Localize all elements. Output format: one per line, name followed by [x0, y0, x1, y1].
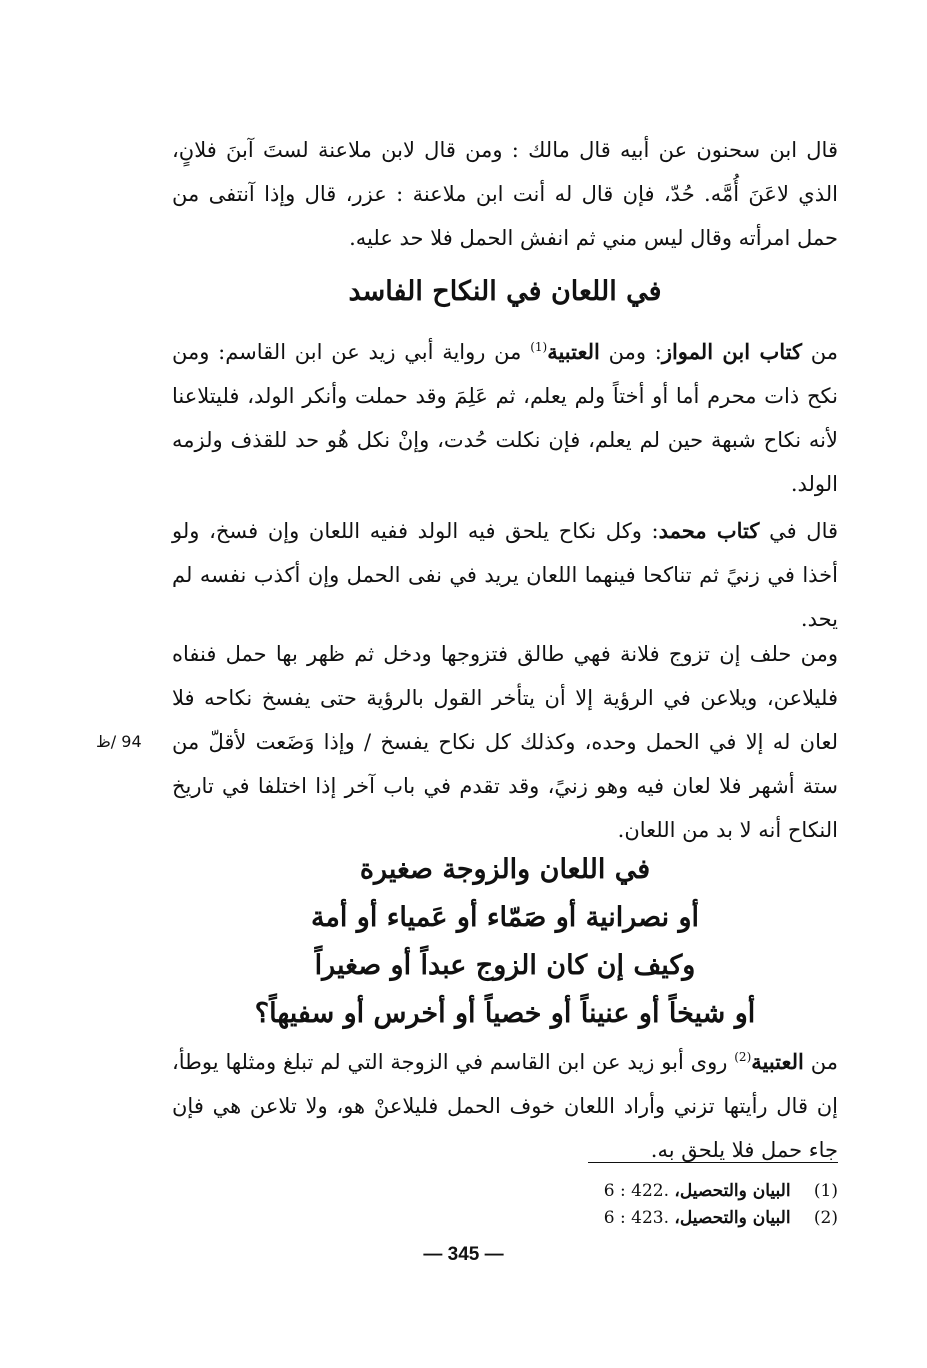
paragraph-utbiyya-young-wife — [172, 1040, 838, 1172]
book-title-muhammad: كتاب محمد — [658, 518, 760, 543]
source-title-utbiyya: العتبية — [751, 1049, 804, 1074]
footnote-2 — [480, 1205, 838, 1232]
heading-line-4: أو شيخاً أو عنيناً أو خصياً أو أخرس أو سفيهاً؟ — [254, 998, 756, 1029]
paragraph-slander — [172, 128, 838, 260]
heading-young-wife — [172, 846, 838, 1038]
footnote-ref-1: (1) — [530, 340, 548, 354]
footnote-source-title: البيان والتحصيل، — [674, 1181, 791, 1201]
folio-margin-note: 94 /ظ — [96, 732, 142, 751]
body-text: : وكل نكاح يلحق فيه الولد ففيه اللعان وإن فسخ، ولو أخذا في زنيً ثم تناكحا فينهما اللعان يريد في نفى الحمل وإن أكذب نفسه لم يحد. — [172, 519, 838, 631]
footnote-number: (2) — [813, 1208, 838, 1228]
paragraph-kitab-muhammad-text — [172, 509, 838, 641]
heading-line-2: أو نصرانية أو صَمّاء أو عَمياء أو أمة — [310, 902, 700, 933]
lead-text: قال في — [759, 519, 839, 543]
body-text: من رواية أبي زيد عن ابن القاسم: ومن نكح ذات محرم أما أو أختاً ولم يعلم، ثم عَلِمَ وقد حملت وأنكر الولد، فليتلاعنا لأنه نكاح شبهة حين لم يعلم، فإن نكلت حُدت، وإنْ نكل هُو حد للقذف ولزمه الولد. — [172, 340, 838, 496]
source-title-utbiyya: العتبية — [547, 339, 600, 364]
footnotes — [480, 1178, 838, 1232]
footnote-divider — [588, 1162, 838, 1163]
paragraph-oath-marriage-text: ومن حلف إن تزوج فلانة فهي طالق فتزوجها ودخل ثم ظهر بها حمل فنفاه فليلاعن، ويلاعن في الرؤية إلا أن يتأخر القول بالرؤية حتى يفسخ نكاحه فلا لعان له إلا في الحمل وحده، وكذلك كل نكاح يفسخ / وإذا وَضَعت لأقلّ من ستة أشهر فلا لعان فيه وهو زنيً، وقد تقدم في باب آخر إذا اختلفا في تاريخ النكاح أنه لا بد من اللعان. — [172, 642, 838, 842]
mid-text: : ومن — [599, 340, 662, 364]
heading-line-3: وكيف إن كان الزوج عبداً أو صغيراً — [314, 950, 696, 981]
book-title-ibn-mawwaz: كتاب ابن المواز — [661, 339, 802, 364]
heading-line-1: في اللعان والزوجة صغيرة — [359, 854, 651, 885]
footnote-reference: 6 : 422. — [603, 1181, 669, 1201]
footnote-reference: 6 : 423. — [603, 1208, 669, 1228]
paragraph-utbiyya-young-wife-text — [172, 1040, 838, 1172]
footnote-ref-2: (2) — [734, 1050, 752, 1064]
lead-text: من — [803, 1050, 838, 1074]
footnote-source-title: البيان والتحصيل، — [674, 1208, 791, 1228]
footnote-number: (1) — [813, 1181, 838, 1201]
footnote-1 — [480, 1178, 838, 1205]
paragraph-ibn-mawwaz — [172, 330, 838, 506]
paragraph-slander-text: قال ابن سحنون عن أبيه قال مالك : ومن قال لابن ملاعنة لستَ آبنَ فلانٍ، الذي لاعَنَ أُمَّه. حُدّ، فإن قال له أنت ابن ملاعنة : عزر، قال وإذا آنتفى من حمل امرأته وقال ليس مني ثم انفش الحمل فلا حد عليه. — [172, 138, 838, 250]
paragraph-kitab-muhammad — [172, 509, 838, 641]
paragraph-ibn-mawwaz-text — [172, 330, 838, 506]
heading-invalid-marriage: في اللعان في النكاح الفاسد — [348, 276, 662, 307]
page-number: — 345 — — [423, 1244, 504, 1265]
body-text: روى أبو زيد عن ابن القاسم في الزوجة التي لم تبلغ ومثلها يوطأ، إن قال رأيتها تزني وأراد اللعان خوف الحمل فليلاعنْ هو، ولا تلاعن هي فإن جاء حمل فلا يلحق به. — [172, 1050, 838, 1162]
lead-text: من — [801, 340, 838, 364]
paragraph-oath-marriage — [172, 632, 838, 852]
